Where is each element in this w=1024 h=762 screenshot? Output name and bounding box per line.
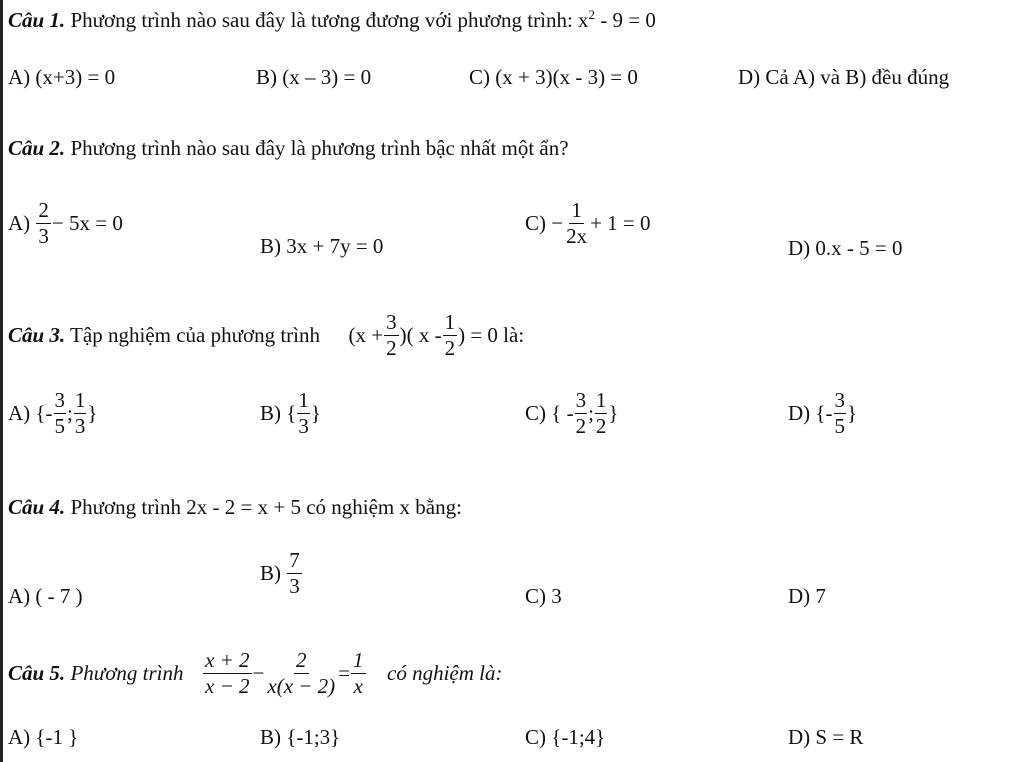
- fraction-numerator: 1: [571, 198, 582, 222]
- q2-option-a-fraction: [36, 200, 51, 247]
- fraction-denominator: 5: [834, 414, 845, 438]
- fraction-denominator: 2: [595, 414, 607, 438]
- q3-option-d-open: {-: [815, 401, 833, 425]
- q4-option-b[interactable]: [260, 550, 303, 597]
- q2-option-c-fraction: [564, 200, 589, 247]
- q5-minus: −: [252, 661, 265, 685]
- fraction-denominator: 3: [298, 414, 309, 438]
- fraction-numerator: 1: [444, 310, 456, 334]
- q3-option-b-label: B): [260, 401, 281, 425]
- q3-eq-fraction-1: [384, 312, 399, 359]
- fraction-numerator: 2: [38, 198, 49, 222]
- q3-option-c-close: }: [608, 401, 619, 425]
- q3-option-a-open: {-: [35, 401, 53, 425]
- question-4-text: Phương trình 2x - 2 = x + 5 có nghiệm x bằng:: [65, 495, 462, 519]
- q5-tail: có nghiệm là:: [387, 661, 503, 685]
- fraction-numerator: 7: [289, 548, 300, 572]
- question-1-eq-exponent: 2: [588, 7, 596, 22]
- fraction-numerator: 1: [595, 388, 607, 412]
- question-5-label: Câu 5.: [8, 661, 66, 685]
- q5-fraction-3: [351, 650, 366, 697]
- question-1-eq-rest: - 9 = 0: [595, 8, 656, 32]
- q3-option-c-sep: ;: [588, 401, 594, 425]
- fraction-numerator: 3: [834, 388, 845, 412]
- q3-option-c-fraction-2: [595, 390, 608, 437]
- q4-option-c[interactable]: C) 3: [525, 584, 562, 608]
- question-1-text: Phương trình nào sau đây là tương đương với phương trình:: [65, 8, 579, 32]
- q4-option-b-label: B): [260, 561, 281, 585]
- fraction-denominator: 2: [444, 336, 456, 360]
- question-4: [8, 497, 462, 518]
- fraction-numerator: 1: [298, 388, 309, 412]
- q1-option-c[interactable]: C) (x + 3)(x - 3) = 0: [469, 65, 638, 89]
- q1-option-d[interactable]: D) Cả A) và B) đều đúng: [738, 65, 950, 89]
- fraction-denominator: x(x − 2): [267, 674, 336, 698]
- fraction-denominator: x − 2: [205, 674, 250, 698]
- q1-option-b[interactable]: B) (x – 3) = 0: [256, 65, 372, 89]
- q4-option-d[interactable]: D) 7: [788, 584, 826, 608]
- q3-option-c[interactable]: [525, 390, 619, 437]
- q3-eq-fraction-2: [443, 312, 458, 359]
- q2-option-a[interactable]: [8, 200, 123, 247]
- question-3-label: Câu 3.: [8, 323, 66, 347]
- question-2-text: Phương trình nào sau đây là phương trình bậc nhất một ẩn?: [65, 136, 569, 160]
- question-5-text: Phương trình: [65, 661, 184, 685]
- q3-option-d[interactable]: [788, 390, 857, 437]
- fraction-denominator: 5: [54, 414, 65, 438]
- q5-option-b[interactable]: B) {-1;3}: [260, 725, 341, 749]
- q3-option-a-fraction-2: [74, 390, 87, 437]
- q3-option-b[interactable]: [260, 390, 321, 437]
- q3-option-a-fraction-1: [54, 390, 67, 437]
- fraction-denominator: 3: [38, 224, 49, 248]
- q3-tail: là:: [497, 323, 525, 347]
- fraction-denominator: 2: [575, 414, 587, 438]
- q3-option-c-open: { -: [551, 401, 574, 425]
- question-3: [8, 312, 524, 359]
- q3-option-a-close: }: [87, 401, 98, 425]
- fraction-numerator: 3: [386, 310, 397, 334]
- question-5: [8, 650, 503, 697]
- q5-fraction-1: [203, 650, 252, 697]
- fraction-numerator: 1: [74, 388, 86, 412]
- question-4-label: Câu 4.: [8, 495, 66, 519]
- fraction-numerator: 1: [353, 648, 364, 672]
- q5-fraction-2: [265, 650, 337, 697]
- q3-option-b-fraction: [297, 390, 310, 437]
- q3-eq-mid: )( x -: [399, 323, 442, 347]
- q3-eq-close: ) = 0: [458, 323, 498, 347]
- q5-equals: =: [338, 661, 351, 685]
- q4-option-b-fraction: [287, 550, 302, 597]
- q2-option-c-minus: −: [551, 211, 564, 235]
- fraction-denominator: 3: [289, 574, 300, 598]
- q3-option-a-label: A): [8, 401, 31, 425]
- q3-option-a-sep: ;: [67, 401, 73, 425]
- fraction-denominator: 3: [74, 414, 86, 438]
- q5-option-c[interactable]: C) {-1;4}: [525, 725, 606, 749]
- q2-option-a-rest: − 5x = 0: [51, 211, 123, 235]
- fraction-denominator: 2x: [566, 224, 588, 248]
- question-3-text: Tập nghiệm của phương trình: [65, 323, 320, 347]
- fraction-numerator: 3: [575, 388, 587, 412]
- fraction-numerator: 3: [54, 388, 65, 412]
- q3-option-d-label: D): [788, 401, 811, 425]
- q4-option-a[interactable]: A) ( - 7 ): [8, 584, 83, 608]
- fraction-denominator: 2: [386, 336, 397, 360]
- question-1-eq-base: x: [578, 8, 589, 32]
- q2-option-b[interactable]: B) 3x + 7y = 0: [260, 234, 384, 258]
- q1-option-a[interactable]: A) (x+3) = 0: [8, 65, 116, 89]
- q3-option-c-fraction-1: [575, 390, 588, 437]
- q3-option-b-close: }: [310, 401, 321, 425]
- q3-option-b-open: {: [286, 401, 297, 425]
- q2-option-c[interactable]: [525, 200, 651, 247]
- fraction-numerator: x + 2: [205, 648, 250, 672]
- q3-option-d-fraction: [834, 390, 847, 437]
- q2-option-d[interactable]: D) 0.x - 5 = 0: [788, 236, 903, 260]
- fraction-numerator: 2: [296, 648, 307, 672]
- q3-option-c-label: C): [525, 401, 546, 425]
- q2-option-c-label: C): [525, 211, 546, 235]
- question-2: [8, 138, 569, 159]
- q2-option-a-label: A): [8, 211, 31, 235]
- question-1-label: Câu 1.: [8, 8, 66, 32]
- fraction-denominator: x: [353, 674, 363, 698]
- q3-option-a[interactable]: [8, 390, 97, 437]
- q2-option-c-rest: + 1 = 0: [590, 211, 651, 235]
- left-border: [0, 0, 3, 762]
- q5-option-a[interactable]: A) {-1 }: [8, 725, 79, 749]
- question-1: [8, 7, 656, 32]
- question-2-label: Câu 2.: [8, 136, 66, 160]
- q3-eq-open: (x +: [348, 323, 384, 347]
- q3-option-d-close: }: [847, 401, 858, 425]
- q5-option-d[interactable]: D) S = R: [788, 725, 864, 749]
